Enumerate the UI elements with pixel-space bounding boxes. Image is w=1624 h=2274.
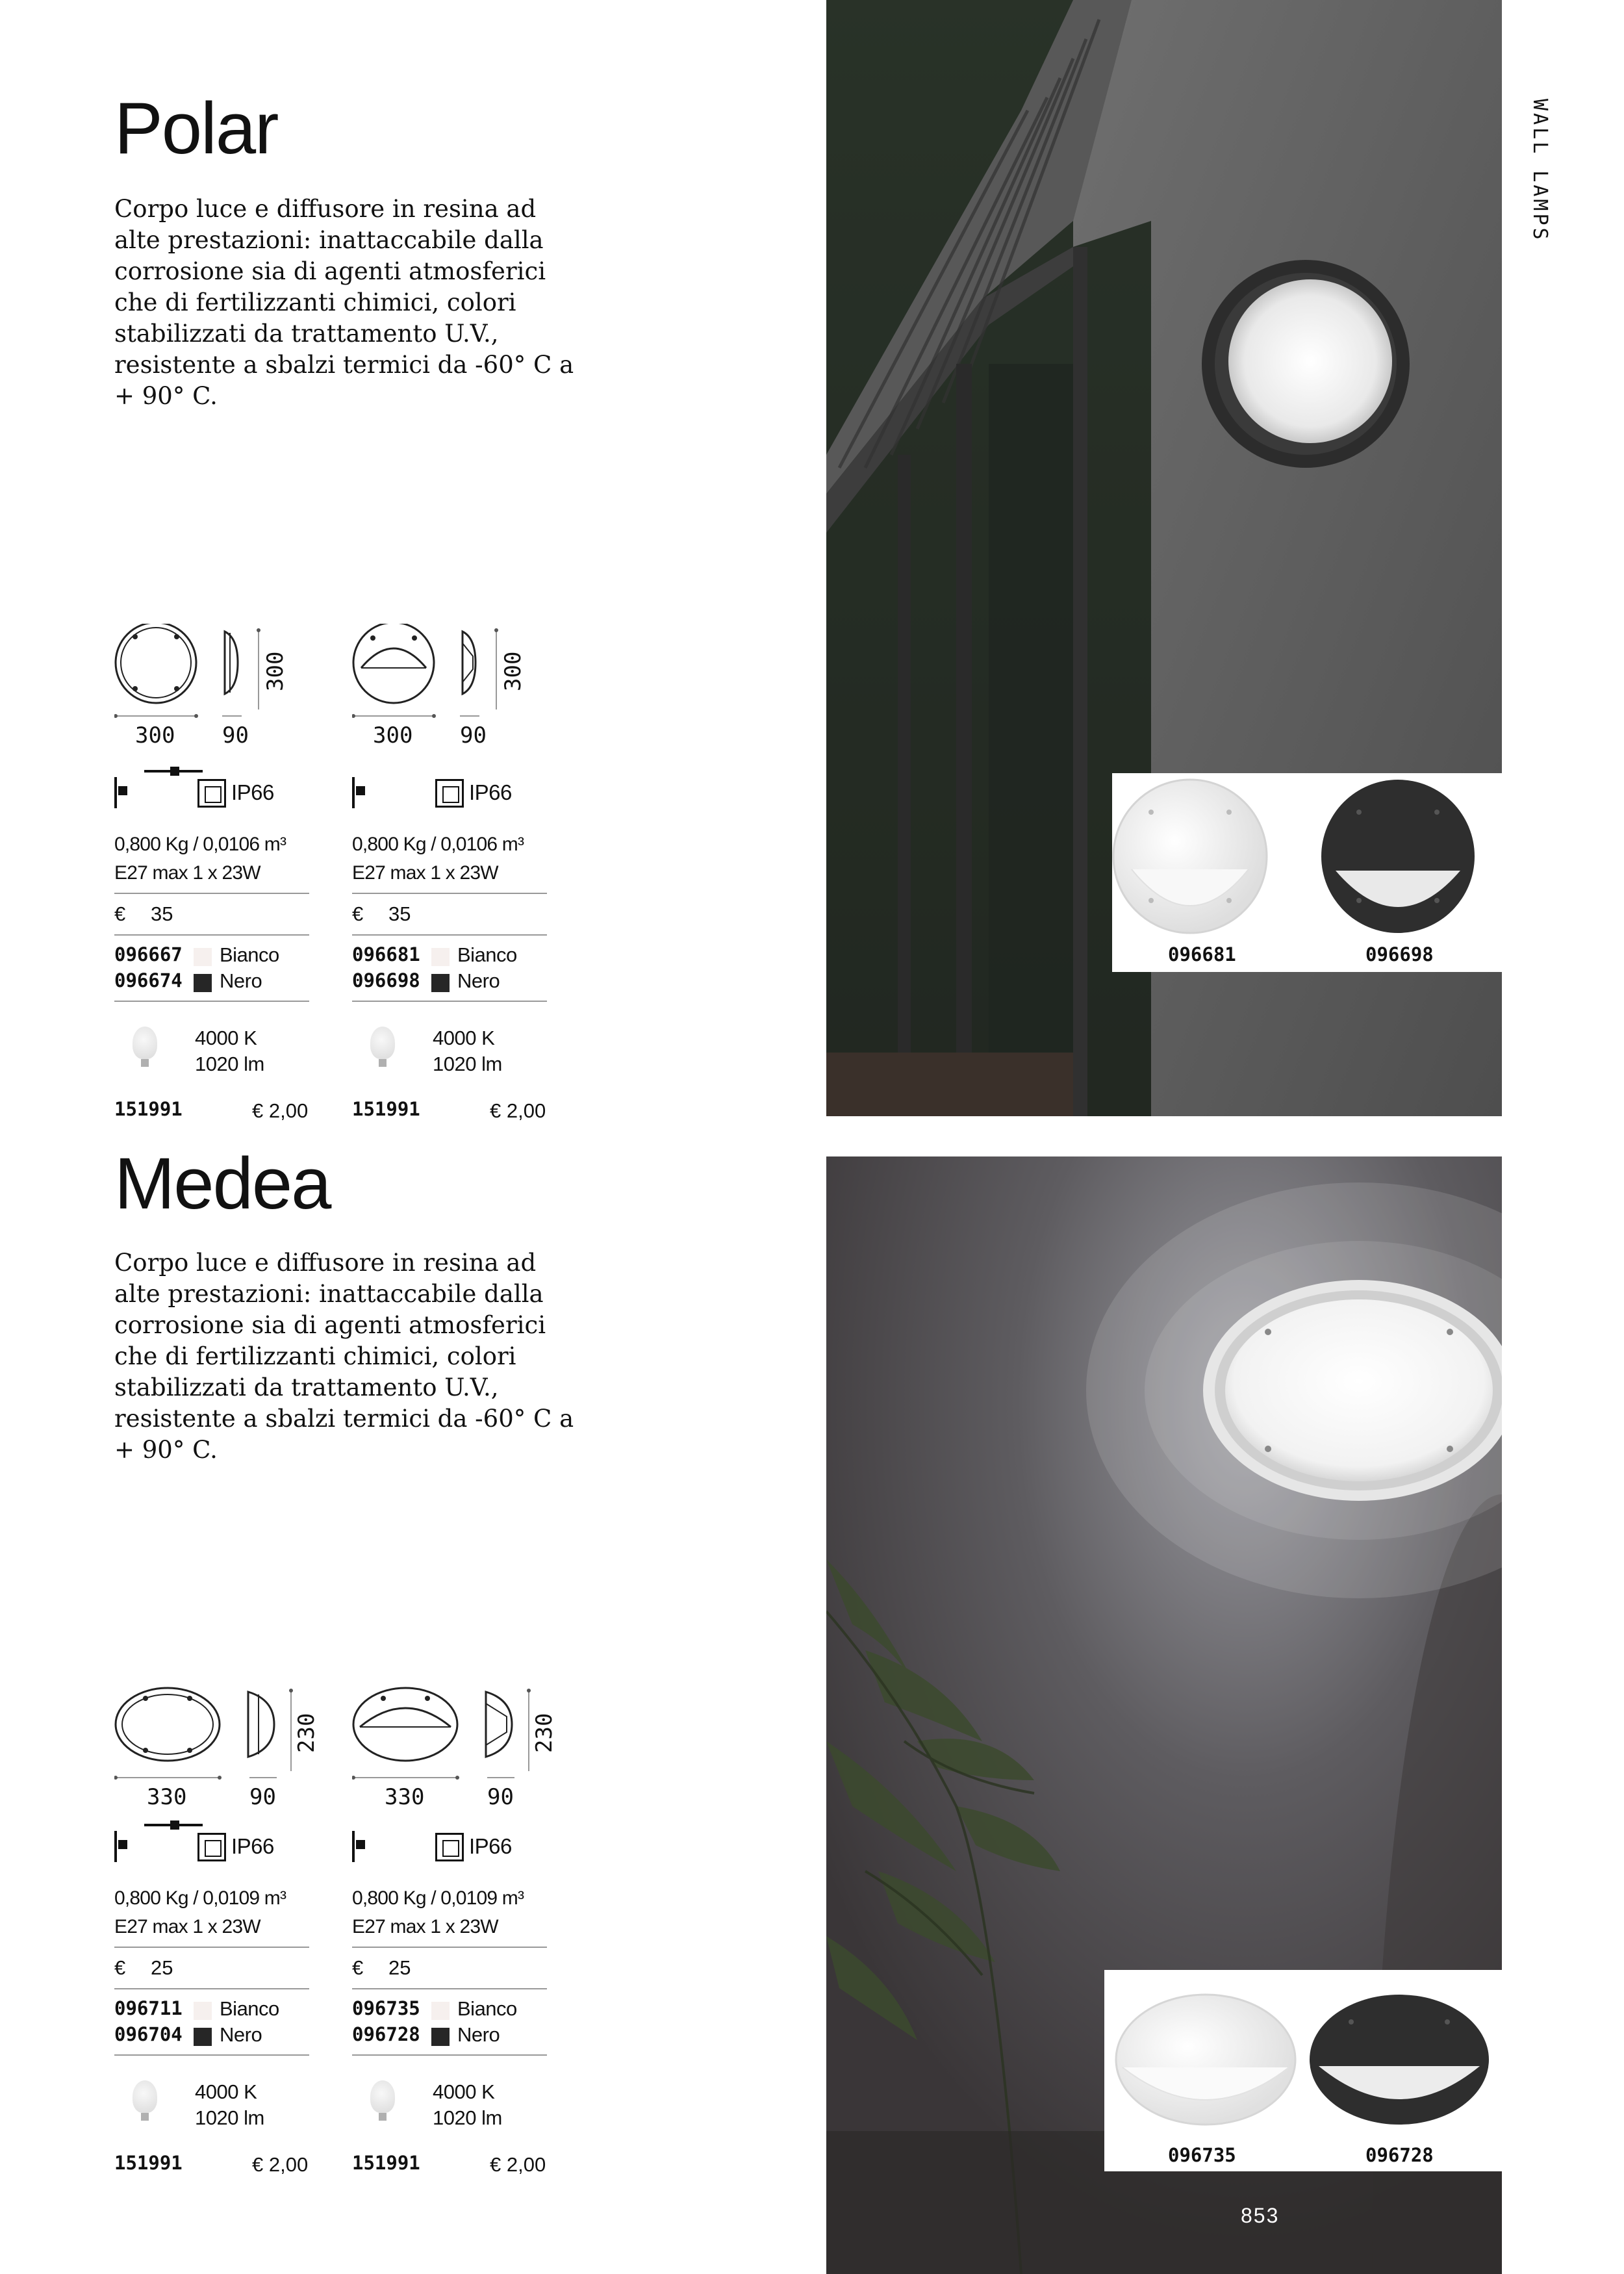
dimension-drawing xyxy=(352,1685,560,1815)
lamp-code: 151991 xyxy=(352,1098,420,1120)
lumen: 1020 lm xyxy=(195,2106,264,2129)
ip-rating: IP66 xyxy=(231,1834,274,1858)
section-label: WALL LAMPS xyxy=(1529,99,1551,242)
dim-width: 300 xyxy=(373,722,413,748)
ip-rating: IP66 xyxy=(231,780,274,804)
color-name: Bianco xyxy=(220,1997,279,2020)
bulb-icon xyxy=(370,1027,395,1059)
color-swatch-icon xyxy=(194,974,212,992)
weight-volume: 0,800 Kg / 0,0106 m³ xyxy=(114,834,286,855)
medea-variants-image xyxy=(1104,1970,1502,2171)
lamp-code: 151991 xyxy=(114,1098,183,1120)
price: € 25 xyxy=(114,1956,173,1979)
list-item xyxy=(352,2023,553,2049)
spec-block-medea-2 xyxy=(352,1831,553,2180)
class-ii-icon xyxy=(197,1833,226,1861)
color-name: Bianco xyxy=(457,1997,517,2020)
code-list xyxy=(114,1989,316,2049)
lamp-price: € 2,00 xyxy=(252,1099,309,1122)
bulb-icon xyxy=(133,2080,157,2113)
bulb-spec: E27 max 1 x 23W xyxy=(352,1916,498,1937)
list-item xyxy=(352,943,553,969)
price: € 35 xyxy=(352,902,411,925)
dim-height: 300 xyxy=(500,651,526,691)
spec-block-medea-1 xyxy=(114,1831,316,2180)
lumen: 1020 lm xyxy=(433,2106,502,2129)
list-item xyxy=(352,969,553,995)
symbols-row xyxy=(114,777,316,816)
dim-depth: 90 xyxy=(487,1784,514,1810)
color-name: Nero xyxy=(457,2023,500,2046)
symbols-row xyxy=(114,1831,316,1870)
lamp-code-row xyxy=(352,2152,553,2180)
price: € 25 xyxy=(352,1956,411,1979)
bulb-spec: E27 max 1 x 23W xyxy=(114,862,260,884)
weight-volume: 0,800 Kg / 0,0109 m³ xyxy=(352,1887,524,1909)
page-number: 853 xyxy=(1241,2204,1280,2227)
variant-inset-medea xyxy=(1104,1970,1502,2171)
lamp-info xyxy=(114,1023,316,1098)
lamp-price: € 2,00 xyxy=(490,1099,546,1122)
lumen: 1020 lm xyxy=(195,1053,264,1075)
wall-mount-icon xyxy=(352,777,355,808)
lumen: 1020 lm xyxy=(433,1053,502,1075)
color-swatch-icon xyxy=(194,2028,212,2046)
spec-block-polar-1 xyxy=(114,777,316,1127)
dimension-drawing xyxy=(352,624,547,754)
product-code: 096735 xyxy=(352,1997,420,2019)
ip-rating: IP66 xyxy=(469,780,512,804)
product-code: 096704 xyxy=(114,2023,183,2045)
color-name: Nero xyxy=(457,969,500,992)
bulb-spec: E27 max 1 x 23W xyxy=(114,1916,260,1937)
list-item xyxy=(114,1997,316,2023)
dim-height: 300 xyxy=(262,651,288,691)
code-list xyxy=(352,936,553,995)
color-name: Nero xyxy=(220,969,262,992)
color-swatch-icon xyxy=(431,974,450,992)
dimension-drawing xyxy=(114,1685,322,1815)
color-name: Bianco xyxy=(457,943,517,966)
product-code: 096681 xyxy=(352,943,420,965)
divider xyxy=(352,1001,547,1002)
dim-width: 330 xyxy=(385,1784,425,1810)
dim-depth: 90 xyxy=(460,722,487,748)
color-temperature: 4000 K xyxy=(433,1027,495,1049)
product-title-polar: Polar xyxy=(114,88,278,169)
product-description-medea: Corpo luce e diffusore in resina ad alte prestazioni: inattaccabile dalla corrosione sia di agenti atmosferici che di fertilizzanti chimici, colori stabilizzati da trattamento U.V., resistente a sbalzi termici da -60° C a + 90° C. xyxy=(114,1249,574,1464)
variant-inset-polar xyxy=(1112,773,1502,972)
wall-mount-icon xyxy=(352,1831,355,1862)
ip-rating: IP66 xyxy=(469,1834,512,1858)
dim-height: 230 xyxy=(531,1713,557,1753)
color-swatch-icon xyxy=(431,2002,450,2020)
color-swatch-icon xyxy=(194,948,212,966)
color-temperature: 4000 K xyxy=(195,1027,257,1049)
color-name: Nero xyxy=(220,2023,262,2046)
symbols-row xyxy=(352,777,553,816)
dim-width: 330 xyxy=(147,1784,187,1810)
product-code: 096698 xyxy=(352,969,420,991)
color-name: Bianco xyxy=(220,943,279,966)
divider xyxy=(114,2054,309,2056)
product-code: 096711 xyxy=(114,1997,183,2019)
weight-volume: 0,800 Kg / 0,0106 m³ xyxy=(352,834,524,855)
product-code: 096728 xyxy=(352,2023,420,2045)
dim-width: 300 xyxy=(135,722,175,748)
lamp-code: 151991 xyxy=(352,2152,420,2174)
bulb-spec: E27 max 1 x 23W xyxy=(352,862,498,884)
divider xyxy=(352,2054,547,2056)
list-item xyxy=(114,969,316,995)
lamp-price: € 2,00 xyxy=(252,2153,309,2176)
divider xyxy=(114,1001,309,1002)
dim-depth: 90 xyxy=(222,722,249,748)
inset-code-label: 096728 xyxy=(1365,2144,1434,2166)
color-swatch-icon xyxy=(431,2028,450,2046)
lamp-info xyxy=(114,2076,316,2152)
color-temperature: 4000 K xyxy=(433,2080,495,2103)
class-ii-icon xyxy=(197,779,226,808)
code-list xyxy=(114,936,316,995)
product-code: 096674 xyxy=(114,969,183,991)
list-item xyxy=(114,943,316,969)
list-item xyxy=(114,2023,316,2049)
inset-code-label: 096735 xyxy=(1168,2144,1236,2166)
inset-code-label: 096681 xyxy=(1168,943,1236,965)
weight-volume: 0,800 Kg / 0,0109 m³ xyxy=(114,1887,286,1909)
color-swatch-icon xyxy=(431,948,450,966)
class-ii-icon xyxy=(435,779,464,808)
bulb-icon xyxy=(370,2080,395,2113)
product-description-polar: Corpo luce e diffusore in resina ad alte prestazioni: inattaccabile dalla corrosione sia di agenti atmosferici che di fertilizzanti chimici, colori stabilizzati da trattamento U.V., resistente a sbalzi termici da -60° C a + 90° C. xyxy=(114,195,574,410)
medea-visor-drawing-icon xyxy=(352,1685,560,1789)
lamp-price: € 2,00 xyxy=(490,2153,546,2176)
product-title-medea: Medea xyxy=(114,1143,331,1224)
wall-mount-icon xyxy=(114,1831,117,1862)
product-code: 096667 xyxy=(114,943,183,965)
lamp-info xyxy=(352,1023,553,1098)
inset-code-label: 096698 xyxy=(1365,943,1434,965)
class-ii-icon xyxy=(435,1833,464,1861)
polar-variants-image xyxy=(1112,773,1502,972)
dim-height: 230 xyxy=(294,1713,320,1753)
lamp-code-row xyxy=(352,1098,553,1127)
medea-oval-drawing-icon xyxy=(114,1685,322,1789)
install-dot-icon xyxy=(170,767,179,776)
install-dot-icon xyxy=(170,1820,179,1830)
lamp-code: 151991 xyxy=(114,2152,183,2174)
color-swatch-icon xyxy=(194,2002,212,2020)
code-list xyxy=(352,1989,553,2049)
spec-block-polar-2 xyxy=(352,777,553,1127)
dimension-drawing xyxy=(114,624,309,754)
wall-mount-icon xyxy=(114,777,117,808)
lamp-code-row xyxy=(114,1098,316,1127)
dim-depth: 90 xyxy=(249,1784,276,1810)
lamp-code-row xyxy=(114,2152,316,2180)
list-item xyxy=(352,1997,553,2023)
lamp-info xyxy=(352,2076,553,2152)
color-temperature: 4000 K xyxy=(195,2080,257,2103)
price: € 35 xyxy=(114,902,173,925)
bulb-icon xyxy=(133,1027,157,1059)
symbols-row xyxy=(352,1831,553,1870)
